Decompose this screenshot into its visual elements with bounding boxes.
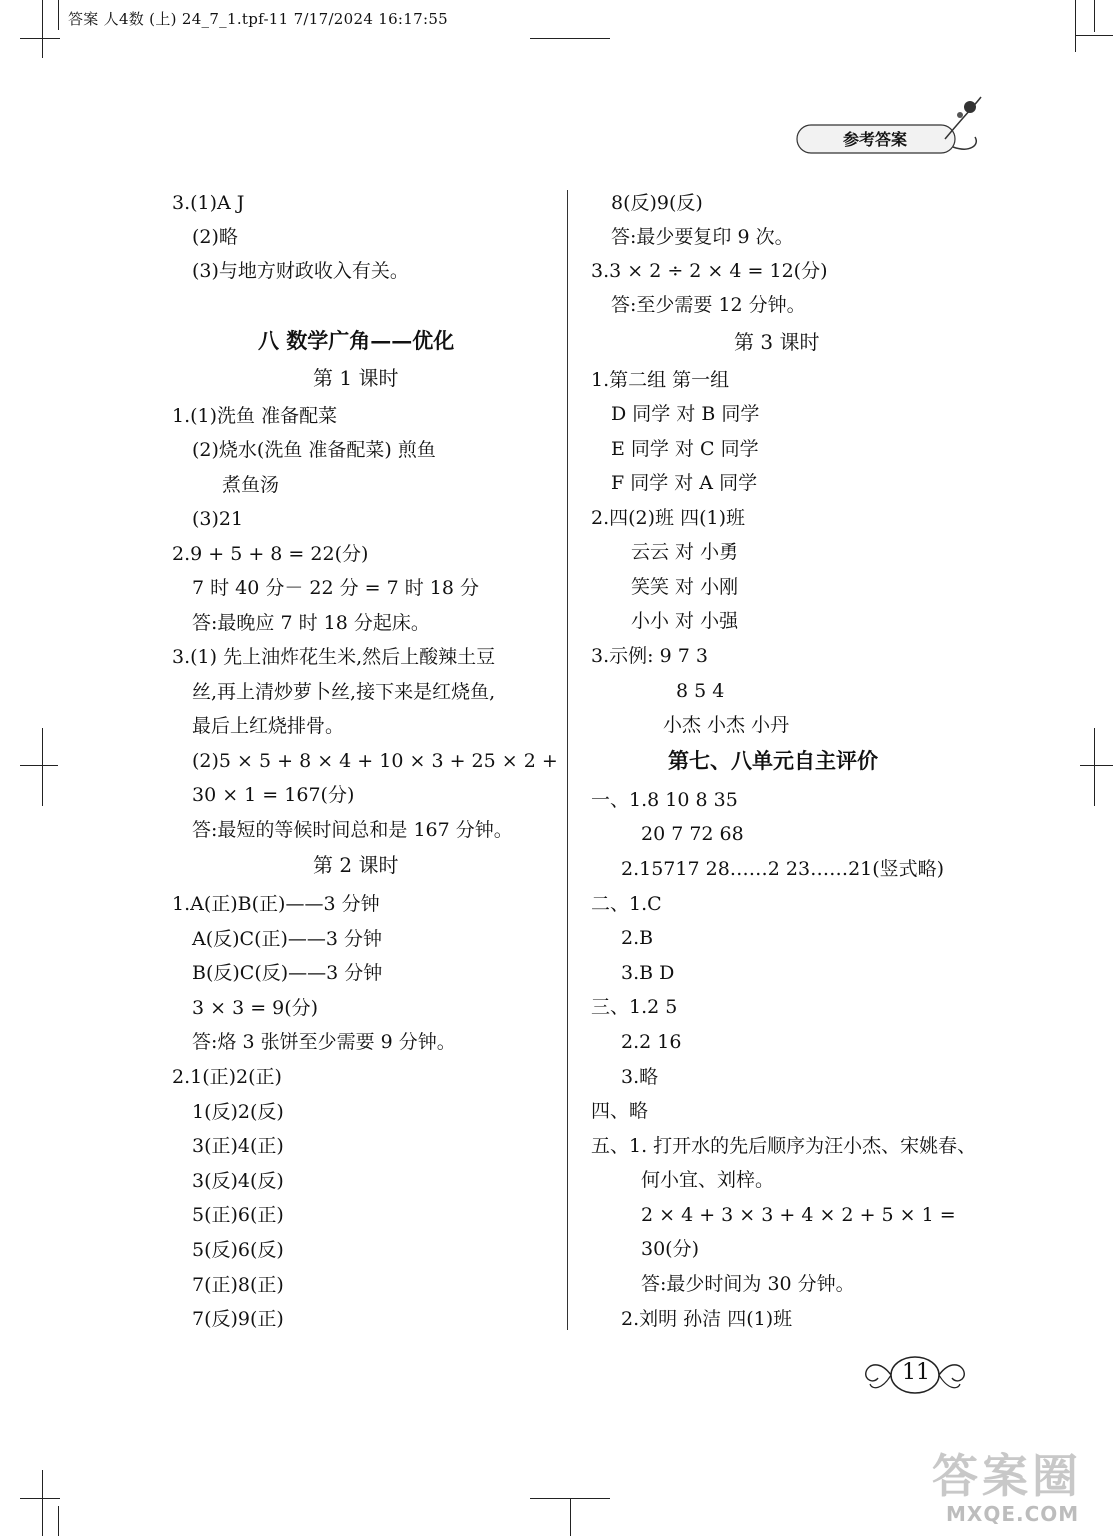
- answer-line: 答:烙 3 张饼至少需要 9 分钟。: [192, 1031, 456, 1053]
- answer-banner: [795, 125, 985, 159]
- watermark: [912, 1440, 1107, 1532]
- answer-line: 2 × 4 + 3 × 3 + 4 × 2 + 5 × 1 =: [641, 1204, 956, 1226]
- answer-line: 8(反)9(反): [611, 192, 703, 214]
- answer-line: (2)5 × 5 + 8 × 4 + 10 × 3 + 25 × 2 +: [192, 750, 558, 772]
- answer-line: 笑笑 对 小刚: [631, 576, 739, 598]
- answer-line: 30 × 1 = 167(分): [192, 784, 355, 806]
- section-title: 第七、八单元自主评价: [668, 748, 878, 773]
- crop-mark: [20, 1498, 60, 1499]
- answer-line: 1.第二组 第一组: [591, 369, 730, 391]
- crop-mark: [1075, 35, 1113, 36]
- answer-line: 7(反)9(正): [192, 1308, 284, 1330]
- answer-line: E 同学 对 C 同学: [611, 438, 759, 460]
- answer-line: 最后上红烧排骨。: [192, 715, 345, 737]
- answer-line: 3 × 3 = 9(分): [192, 997, 319, 1019]
- answer-line: (2)略: [192, 226, 238, 248]
- answer-line: 7(正)8(正): [192, 1274, 284, 1296]
- answer-line: 3.3 × 2 ÷ 2 × 4 = 12(分): [591, 260, 828, 282]
- crop-mark: [42, 1470, 43, 1536]
- crop-mark: [20, 38, 60, 39]
- page-number-badge: [860, 1350, 970, 1400]
- crop-mark: [570, 1498, 571, 1536]
- answer-line: 答:最晚应 7 时 18 分起床。: [192, 612, 430, 634]
- answer-line: (3)21: [192, 508, 244, 530]
- watermark-url: MXQE.COM: [946, 1502, 1080, 1526]
- crop-mark: [1075, 0, 1076, 52]
- answer-line: 答:至少需要 12 分钟。: [611, 294, 806, 316]
- lesson-title: 第 3 课时: [734, 330, 820, 354]
- crop-mark: [530, 38, 610, 39]
- answer-line: 2.15717 28……2 23……21(竖式略): [621, 858, 945, 880]
- print-header: 答案 人4数 (上) 24_7_1.tpf-11 7/17/2024 16:17:55: [68, 10, 449, 28]
- answer-line: 5(反)6(反): [192, 1239, 284, 1261]
- answer-line: 1.(1)洗鱼 准备配菜: [172, 405, 338, 427]
- answer-line: 答:最少时间为 30 分钟。: [641, 1273, 855, 1295]
- answer-line: 云云 对 小勇: [631, 541, 739, 563]
- answer-line: 2.四(2)班 四(1)班: [591, 507, 745, 529]
- answer-line: 一、1.8 10 8 35: [591, 789, 738, 811]
- answer-line: 8 5 4: [676, 680, 725, 702]
- answer-line: 2.刘明 孙洁 四(1)班: [621, 1308, 793, 1330]
- answer-line: 三、1.2 5: [591, 996, 678, 1018]
- lesson-title: 第 2 课时: [313, 853, 399, 877]
- answer-line: 3(正)4(正): [192, 1135, 284, 1157]
- answer-line: 小杰 小杰 小丹: [663, 714, 790, 736]
- answer-line: 二、1.C: [591, 893, 662, 915]
- crop-mark: [42, 728, 43, 806]
- answer-line: 3.略: [621, 1066, 659, 1088]
- answer-line: 3.示例: 9 7 3: [591, 645, 708, 667]
- section-title: 八 数学广角——优化: [258, 328, 455, 353]
- column-divider: [567, 190, 568, 1330]
- answer-line: 四、略: [591, 1100, 649, 1122]
- crop-mark: [58, 0, 59, 30]
- crop-mark: [1080, 765, 1113, 766]
- answer-line: 丝,再上清炒萝卜丝,接下来是红烧鱼,: [192, 681, 496, 703]
- answer-line: 小小 对 小强: [631, 610, 739, 632]
- page-number: 11: [902, 1360, 930, 1385]
- answer-line: 2.B: [621, 927, 654, 949]
- answer-line: 1.A(正)B(正)——3 分钟: [172, 893, 380, 915]
- crop-mark: [1094, 728, 1095, 806]
- answer-line: (3)与地方财政收入有关。: [192, 260, 409, 282]
- answer-line: F 同学 对 A 同学: [611, 472, 758, 494]
- crop-mark: [20, 765, 58, 766]
- answer-line: 何小宜、刘梓。: [641, 1169, 775, 1191]
- answer-line: 3(反)4(反): [192, 1170, 284, 1192]
- crop-mark: [42, 0, 43, 58]
- answer-line: 答:最少要复印 9 次。: [611, 226, 794, 248]
- answer-line: 7 时 40 分－ 22 分 = 7 时 18 分: [192, 577, 480, 599]
- answer-line: (2)烧水(洗鱼 准备配菜) 煎鱼: [192, 439, 436, 461]
- answer-line: 5(正)6(正): [192, 1204, 284, 1226]
- crop-mark: [1094, 0, 1095, 32]
- answer-line: 答:最短的等候时间总和是 167 分钟。: [192, 819, 513, 841]
- answer-line: 2.2 16: [621, 1031, 682, 1053]
- answer-line: 2.1(正)2(正): [172, 1066, 282, 1088]
- answer-line: 3.B D: [621, 962, 675, 984]
- answer-line: 五、1. 打开水的先后顺序为汪小杰、宋姚春、: [591, 1135, 977, 1157]
- answer-line: 1(反)2(反): [192, 1101, 284, 1123]
- crop-mark: [58, 1506, 59, 1536]
- answer-line: 20 7 72 68: [641, 823, 744, 845]
- answer-line: 煮鱼汤: [222, 474, 280, 496]
- answer-line: 2.9 + 5 + 8 = 22(分): [172, 543, 369, 565]
- answer-line: 3.(1) 先上油炸花生米,然后上酸辣土豆: [172, 646, 496, 668]
- answer-line: A(反)C(正)——3 分钟: [192, 928, 383, 950]
- watermark-logo-text: 答案圈: [932, 1449, 1082, 1503]
- lesson-title: 第 1 课时: [313, 366, 399, 390]
- answer-line: B(反)C(反)——3 分钟: [192, 962, 383, 984]
- answer-line: D 同学 对 B 同学: [611, 403, 760, 425]
- answer-line: 30(分): [641, 1238, 700, 1260]
- banner-label: 参考答案: [842, 130, 907, 149]
- answer-line: 3.(1)A J: [172, 192, 245, 214]
